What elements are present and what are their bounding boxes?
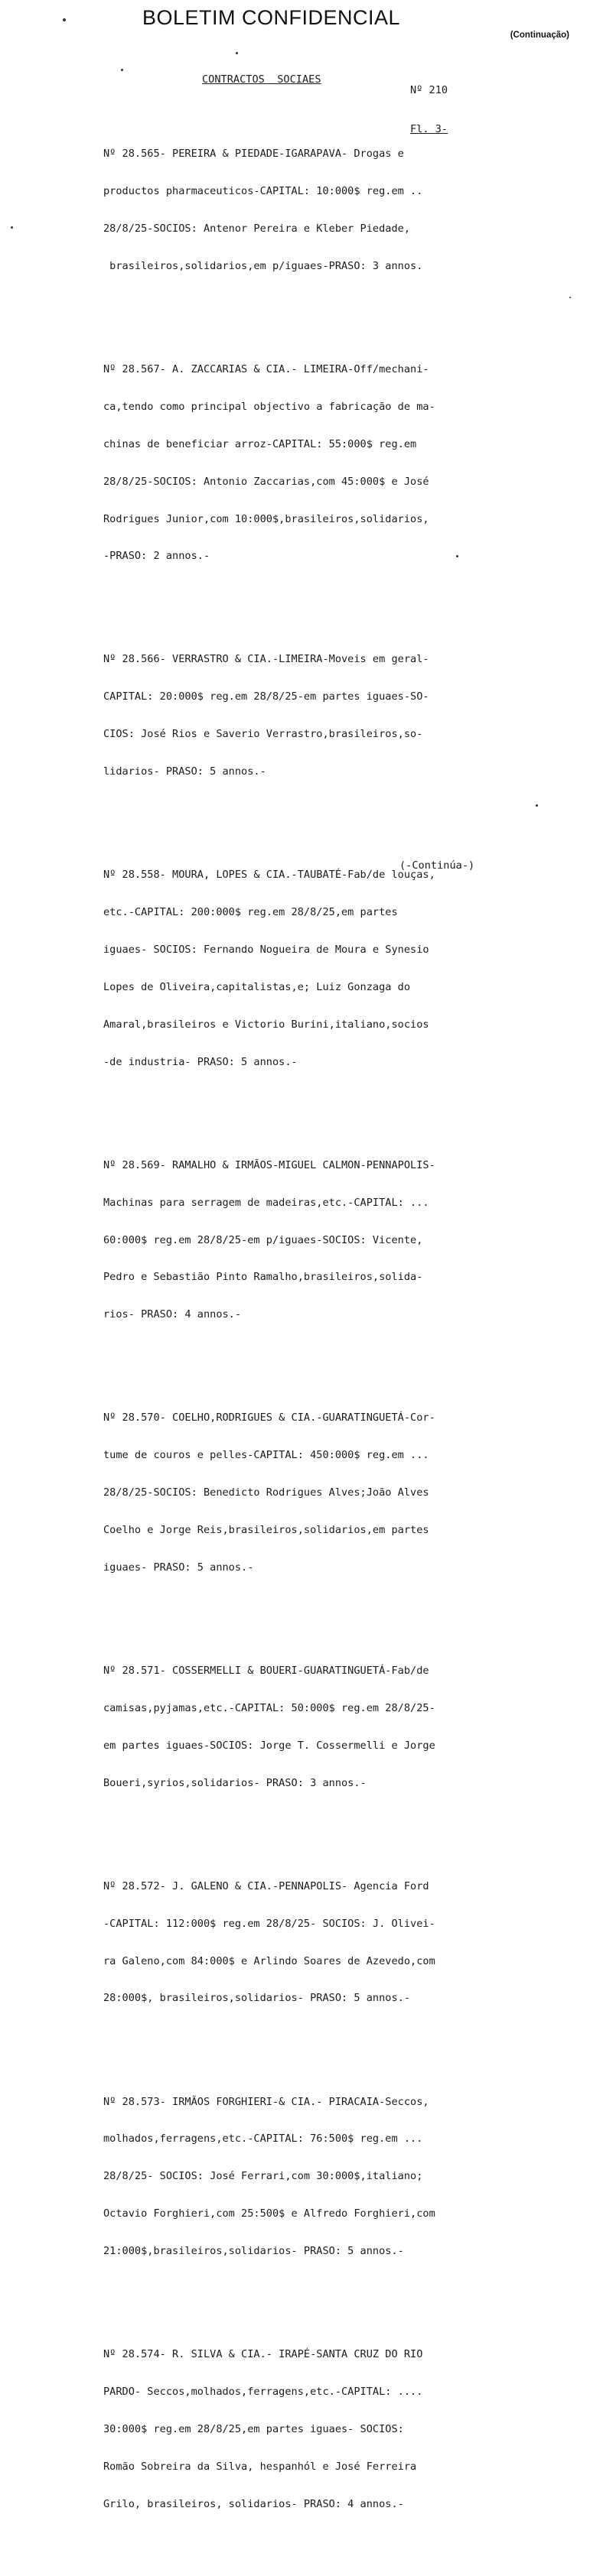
contract-entry — [103, 2324, 593, 2535]
entry-line: brasileiros,solidarios,em p/iguaes-PRASO: 3 annos. — [103, 259, 423, 272]
sheet-number: Fl. 3- — [410, 123, 448, 135]
entry-line: CIOS: José Rios e Saverio Verrastro,brasileiros,so- — [103, 728, 423, 741]
entry-line: ra Galeno,com 84:000$ e Arlindo Soares de Azevedo,com — [103, 1954, 435, 1967]
entry-line: Machinas para serragem de madeiras,etc.-CAPITAL: ... — [103, 1196, 429, 1209]
contract-entry — [103, 2071, 593, 2282]
entry-line: 28/8/25-SOCIOS: Benedicto Rodrigues Alves;João Alves — [103, 1486, 429, 1499]
entry-line: Nº 28.569- RAMALHO & IRMÃOS-MIGUEL CALMON-PENNAPOLIS- — [103, 1158, 435, 1171]
contract-entry — [103, 1134, 593, 1346]
entry-line: Nº 28.567- A. ZACCARIAS & CIA.- LIMEIRA-Off/mechani- — [103, 362, 429, 375]
entry-line: Amaral,brasileiros e Victorio Burini,italiano,socios — [103, 1018, 429, 1031]
entry-line: Nº 28.572- J. GALENO & CIA.-PENNAPOLIS- Agencia Ford — [103, 1879, 429, 1892]
bulletin-title: BOLETIM CONFIDENCIAL — [142, 6, 401, 29]
scan-speck — [536, 804, 538, 807]
entry-line: ca,tendo como principal objectivo a fabricação de ma- — [103, 400, 435, 413]
scan-speck — [121, 69, 123, 71]
entry-line: Nº 28.574- R. SILVA & CIA.- IRAPÉ-SANTA CRUZ DO RIO — [103, 2348, 423, 2361]
scan-speck — [569, 297, 571, 298]
contract-entry — [103, 1855, 593, 2029]
contract-entry — [103, 1387, 593, 1599]
entry-line: PARDO- Seccos,molhados,ferragens,etc.-CAPITAL: .... — [103, 2386, 423, 2399]
entry-line: rios- PRASO: 4 annos.- — [103, 1308, 242, 1321]
entry-line: 28:000$, brasileiros,solidarios- PRASO: 5 annos.- — [103, 1992, 411, 2005]
entry-line: Pedro e Sebastião Pinto Ramalho,brasileiros,solida- — [103, 1271, 423, 1284]
entry-line: tume de couros e pelles-CAPITAL: 450:000$ reg.em ... — [103, 1449, 429, 1462]
entry-line: Nº 28.566- VERRASTRO & CIA.-LIMEIRA-Moveis em geral- — [103, 653, 429, 666]
entry-line: etc.-CAPITAL: 200:000$ reg.em 28/8/25,em partes — [103, 906, 398, 919]
entry-line: Grilo, brasileiros, solidarios- PRASO: 4 annos.- — [103, 2497, 404, 2510]
entry-line: iguaes- SOCIOS: Fernando Nogueira de Moura e Synesio — [103, 944, 429, 956]
entry-line: Boueri,syrios,solidarios- PRASO: 3 annos.- — [103, 1776, 367, 1789]
issue-number: Nº 210 — [410, 84, 448, 96]
entry-line: Nº 28.565- PEREIRA & PIEDADE-IGARAPAVA- Drogas e — [103, 148, 404, 161]
entry-line: Lopes de Oliveira,capitalistas,e; Luiz Gonzaga do — [103, 980, 411, 993]
entry-line: productos pharmaceuticos-CAPITAL: 10:000$ reg.em .. — [103, 185, 423, 198]
entry-line: -CAPITAL: 112:000$ reg.em 28/8/25- SOCIOS: J. Olivei- — [103, 1917, 435, 1930]
contracts-list — [103, 98, 593, 2576]
entry-line: -de industria- PRASO: 5 annos.- — [103, 1055, 298, 1068]
entry-line: 28/8/25-SOCIOS: Antonio Zaccarias,com 45:000$ e José — [103, 475, 429, 488]
entry-line: camisas,pyjamas,etc.-CAPITAL: 50:000$ reg.em 28/8/25- — [103, 1701, 435, 1714]
entry-line: em partes iguaes-SOCIOS: Jorge T. Cossermelli e Jorge — [103, 1739, 435, 1752]
entry-line: Nº 28.570- COELHO,RODRIGUES & CIA.-GUARATINGUETÁ-Cor- — [103, 1411, 435, 1424]
entry-line: -PRASO: 2 annos.- — [103, 550, 210, 563]
section-heading: CONTRACTOS SOCIAES — [202, 73, 321, 86]
continues-label: (-Continúa-) — [399, 859, 475, 872]
contract-entry — [103, 338, 593, 587]
entry-line: lidarios- PRASO: 5 annos.- — [103, 765, 266, 778]
scan-speck — [456, 555, 458, 557]
entry-line: Nº 28.571- COSSERMELLI & BOUERI-GUARATINGUETÁ-Fab/de — [103, 1665, 429, 1678]
scan-speck — [236, 52, 238, 54]
entry-line: 28/8/25-SOCIOS: Antenor Pereira e Kleber Piedade, — [103, 222, 411, 235]
entry-line: Nº 28.558- MOURA, LOPES & CIA.-TAUBATÉ-Fab/de louças, — [103, 869, 435, 882]
entry-line: Nº 28.573- IRMÃOS FORGHIERI-& CIA.- PIRACAIA-Seccos, — [103, 2095, 429, 2108]
entry-line: molhados,ferragens,etc.-CAPITAL: 76:500$ reg.em ... — [103, 2133, 423, 2146]
entry-line: chinas de beneficiar arroz-CAPITAL: 55:000$ reg.em — [103, 437, 417, 450]
entry-line: Romão Sobreira da Silva, hespanhól e José Ferreira — [103, 2460, 417, 2473]
entry-line: 30:000$ reg.em 28/8/25,em partes iguaes- SOCIOS: — [103, 2422, 404, 2435]
entry-line: 60:000$ reg.em 28/8/25-em p/iguaes-SOCIOS: Vicente, — [103, 1233, 423, 1246]
contract-entry — [103, 844, 593, 1093]
contract-entry — [103, 629, 593, 803]
scan-speck — [11, 226, 13, 229]
continuation-label: (Continuação) — [510, 31, 569, 40]
contract-entry — [103, 123, 593, 297]
entry-line: 21:000$,brasileiros,solidarios- PRASO: 5 annos.- — [103, 2245, 404, 2258]
scan-speck — [63, 18, 66, 21]
entry-line: CAPITAL: 20:000$ reg.em 28/8/25-em partes iguaes-SO- — [103, 690, 429, 703]
entry-line: Coelho e Jorge Reis,brasileiros,solidarios,em partes — [103, 1524, 429, 1537]
entry-line: Rodrigues Junior,com 10:000$,brasileiros,solidarios, — [103, 512, 429, 525]
entry-line: 28/8/25- SOCIOS: José Ferrari,com 30:000$,italiano; — [103, 2170, 423, 2183]
entry-line: iguaes- PRASO: 5 annos.- — [103, 1561, 254, 1574]
contract-entry — [103, 1639, 593, 1814]
entry-line: Octavio Forghieri,com 25:500$ e Alfredo Forghieri,com — [103, 2207, 435, 2220]
